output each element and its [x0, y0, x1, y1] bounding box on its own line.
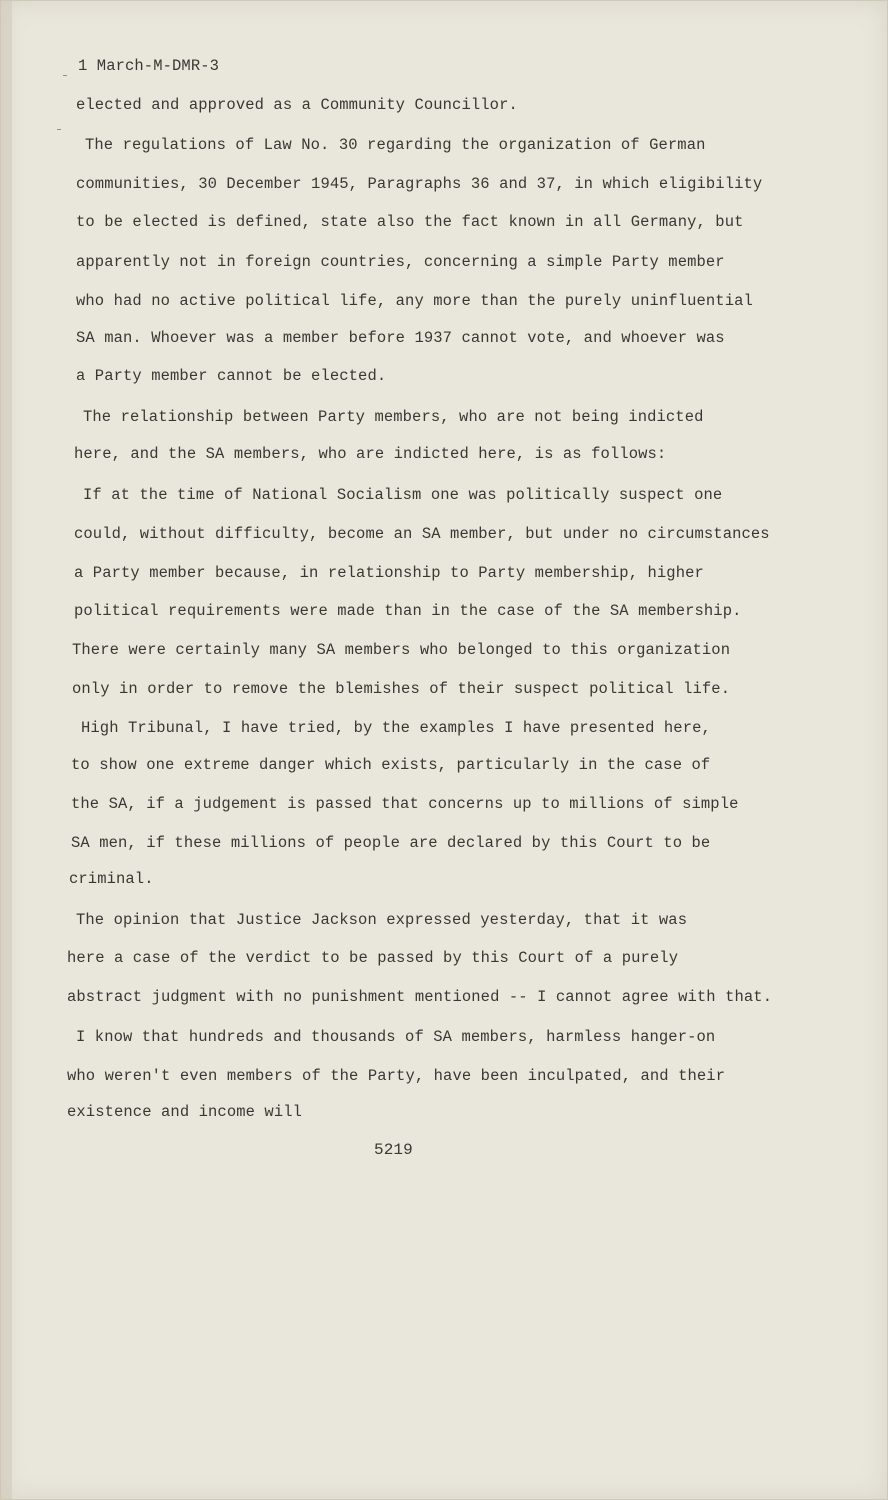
margin-mark [57, 129, 61, 130]
text-line: abstract judgment with no punishment mentioned -- I cannot agree with that. [67, 988, 773, 1006]
text-line: criminal. [69, 870, 154, 888]
text-line: The opinion that Justice Jackson expressed yesterday, that it was [76, 911, 688, 929]
text-line: apparently not in foreign countries, concerning a simple Party member [76, 253, 725, 271]
text-line: SA man. Whoever was a member before 1937 cannot vote, and whoever was [76, 329, 725, 347]
text-line: There were certainly many SA members who belonged to this organization [72, 641, 731, 659]
text-line: elected and approved as a Community Councillor. [76, 96, 518, 114]
text-line: to be elected is defined, state also the fact known in all Germany, but [76, 213, 744, 231]
text-line: to show one extreme danger which exists, particularly in the case of [71, 756, 711, 774]
text-line: a Party member because, in relationship to Party membership, higher [74, 564, 704, 582]
text-line: political requirements were made than in the case of the SA membership. [74, 602, 742, 620]
page-number: 5219 [374, 1141, 413, 1159]
paper-edge [0, 0, 12, 1500]
text-line: communities, 30 December 1945, Paragraphs 36 and 37, in which eligibility [76, 175, 763, 193]
text-line: The regulations of Law No. 30 regarding the organization of German [85, 136, 706, 154]
text-line: SA men, if these millions of people are declared by this Court to be [71, 834, 711, 852]
text-line: I know that hundreds and thousands of SA members, harmless hanger-on [76, 1028, 716, 1046]
text-line: High Tribunal, I have tried, by the examples I have presented here, [81, 719, 711, 737]
text-line: existence and income will [67, 1103, 303, 1121]
text-line: a Party member cannot be elected. [76, 367, 387, 385]
text-line: the SA, if a judgement is passed that concerns up to millions of simple [71, 795, 739, 813]
margin-mark [63, 75, 67, 76]
page-header: 1 March-M-DMR-3 [78, 57, 220, 75]
text-line: could, without difficulty, become an SA member, but under no circumstances [74, 525, 770, 543]
text-line: here, and the SA members, who are indicted here, is as follows: [74, 445, 667, 463]
text-line: The relationship between Party members, who are not being indicted [83, 408, 704, 426]
text-line: here a case of the verdict to be passed by this Court of a purely [67, 949, 679, 967]
text-line: If at the time of National Socialism one was politically suspect one [83, 486, 723, 504]
text-line: only in order to remove the blemishes of their suspect political life. [72, 680, 731, 698]
text-line: who weren't even members of the Party, have been inculpated, and their [67, 1067, 726, 1085]
text-line: who had no active political life, any more than the purely uninfluential [76, 292, 753, 310]
